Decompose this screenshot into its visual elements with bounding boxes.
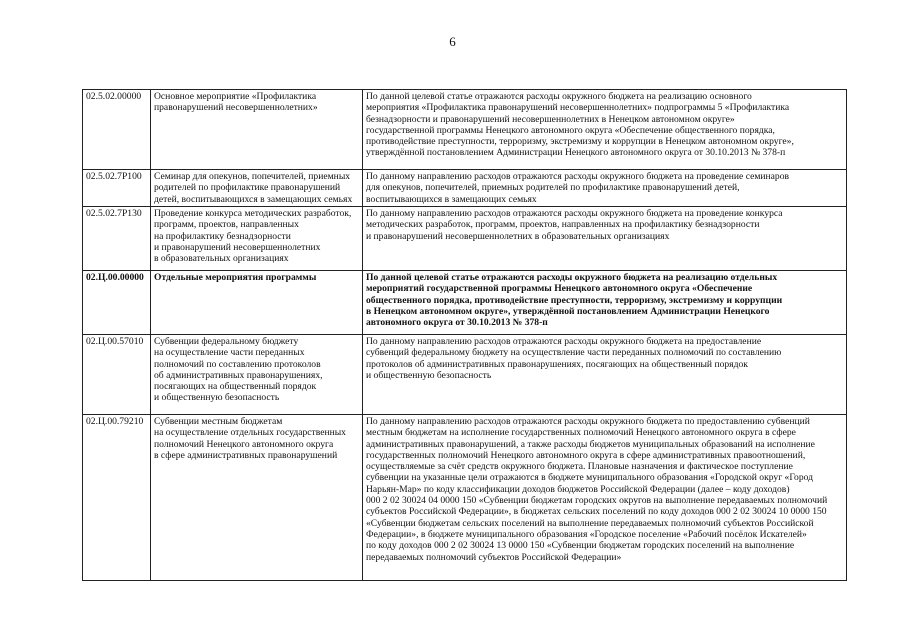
page-number: 6 [449,34,456,49]
row-name: Субвенции местным бюджетам на осуществление отдельных государственных полномочий Ненецкого автономного округа в сфере административных правонарушений [151,415,363,581]
table-row [83,207,847,271]
row-name: Семинар для опекунов, попечителей, приемных родителей по профилактике правонарушений детей, воспитывающихся в замещающих семьях [151,170,363,207]
row-code: 02.Ц.00.79210 [83,415,151,581]
row-name: Проведение конкурса методических разработок, программ, проектов, направленных на профилактику безнадзорности и правонарушений несовершеннолетних в образовательных организациях [151,207,363,271]
row-description: По данной целевой статье отражаются расходы окружного бюджета на реализацию отдельных мероприятий государственной программы Ненецкого автономного округа «Обеспечение общественного порядка, противодействие преступности, терроризму, экстремизму и коррупции в Ненецком автономном округе», утверждённой постановлением Администрации Ненецкого автономного округа от 30.10.2013 № 378-п [363,271,847,335]
row-code: 02.Ц.00.00000 [83,271,151,335]
row-code: 02.5.02.7Р130 [83,207,151,271]
table-row [83,335,847,415]
table-row [83,271,847,335]
row-name: Субвенции федеральному бюджету на осуществление части переданных полномочий по составлению протоколов об административных правонарушениях, посягающих на общественный порядок и общественную безопасность [151,335,363,415]
row-description: По данной целевой статье отражаются расходы окружного бюджета на реализацию основного мероприятия «Профилактика правонарушений несовершеннолетних» подпрограммы 5 «Профилактика безнадзорности и правонарушений несовершеннолетних в Ненецком автономном округе» государственной программы Ненецкого автономного округа «Обеспечение общественного порядка, противодействие преступности, терроризму, экстремизму и коррупции в Ненецком автономном округе», утверждённой постановлением Администрации Ненецкого автономного округа от 30.10.2013 № 378-п [363,90,847,170]
row-code: 02.5.02.7Р100 [83,170,151,207]
row-description: По данному направлению расходов отражаются расходы окружного бюджета на проведение семинаров для опекунов, попечителей, приемных родителей по профилактике правонарушений детей, воспитывающихся в замещающих семьях [363,170,847,207]
row-name: Отдельные мероприятия программы [151,271,363,335]
row-code: 02.5.02.00000 [83,90,151,170]
row-description: По данному направлению расходов отражаются расходы окружного бюджета по предоставлению субвенций местным бюджетам на исполнение государственных полномочий Ненецкого автономного округа в сфере административных правонарушений, а также расходы бюджетов муниципальных образований на исполнение государственных полномочий Ненецкого автономного округа в сфере административных правоотношений, осуществляемые за счёт средств окружного бюджета. Плановые назначения и фактическое поступление субвенции на указанные цели отражаются в бюджете муниципального образования «Городской округ «Город Нарьян-Мар» по коду классификации доходов бюджетов Российской Федерации (далее – коду доходов) 000 2 02 30024 04 0000 150 «Субвенции бюджетам городских округов на выполнение передаваемых полномочий субъектов Российской Федерации», в бюджетах сельских поселений по коду доходов 000 2 02 30024 10 0000 150 «Субвенции бюджетам сельских поселений на выполнение передаваемых полномочий субъектов Российской Федерации», в бюджете муниципального образования «Городское поселение «Рабочий посёлок Искателей» по коду доходов 000 2 02 30024 13 0000 150 «Субвенции бюджетам городских поселений на выполнение передаваемых полномочий субъектов Российской Федерации» [363,415,847,581]
row-code: 02.Ц.00.57010 [83,335,151,415]
table-row [83,170,847,207]
table-row [83,415,847,581]
target-articles-table [82,89,847,581]
row-name: Основное мероприятие «Профилактика правонарушений несовершеннолетних» [151,90,363,170]
row-description: По данному направлению расходов отражаются расходы окружного бюджета на предоставление субвенций федеральному бюджету на осуществление части переданных полномочий по составлению протоколов об административных правонарушениях, посягающих на общественный порядок и общественную безопасность [363,335,847,415]
table-row [83,90,847,170]
row-description: По данному направлению расходов отражаются расходы окружного бюджета на проведение конкурса методических разработок, программ, проектов, направленных на профилактику безнадзорности и правонарушений несовершеннолетних в образовательных организациях [363,207,847,271]
